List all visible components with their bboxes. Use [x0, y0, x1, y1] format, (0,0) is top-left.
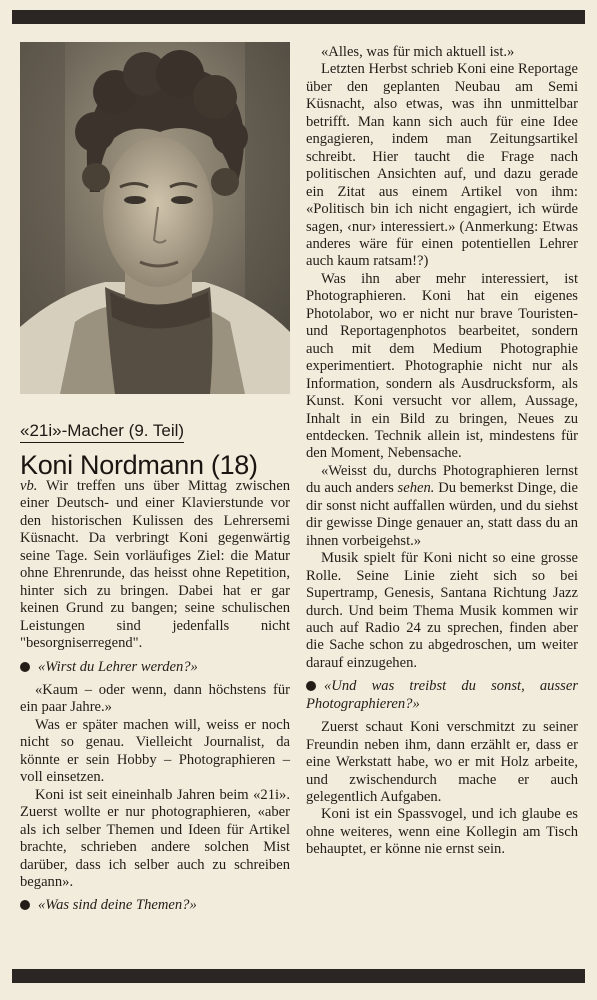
right-paragraph-5: Zuerst schaut Koni verschmitzt zu seiner Freundin neben ihm, dann erzählt er, dass er eine Werkstatt habe, wo er mit Holz arbeite, und zwischendurch mache er auch gelegentlich Aufgaben. — [306, 719, 578, 806]
top-rule — [12, 10, 585, 24]
question-3-text: «Und was treibst du sonst, ausser Photographieren?» — [306, 678, 578, 712]
right-paragraph-3-start: «Weisst du, durchs Photographieren lernst du auch anders — [306, 462, 578, 497]
bottom-rule — [12, 969, 585, 983]
right-paragraph-6: Koni ist ein Spassvogel, und ich glaube es ohne weiteres, wenn eine Kollegin am Tisch behauptet, er könne nie ernst sein. — [306, 806, 578, 858]
answer-2: «Alles, was für mich aktuell ist.» — [321, 44, 515, 60]
bullet-icon — [20, 662, 30, 672]
left-paragraph-2: Was er später machen will, weiss er noch nicht so genau. Vielleicht Journalist, da könnte er sein Hobby – Photographieren – voll einsetzen. — [20, 716, 290, 786]
left-column — [20, 478, 290, 921]
question-2-text: «Was sind deine Themen?» — [38, 897, 197, 914]
left-paragraph-3: Koni ist seit eineinhalb Jahren beim «21i». Zuerst wollte er nur photographieren, «aber als ich selber Themen und Ideen für Artikel brachte, schrieben andere solchen Mist darüber, dass ich selber auch zu schreiben begann». — [20, 786, 290, 890]
author-initials: vb. — [20, 478, 38, 494]
emphasis-sehen: sehen. — [397, 480, 435, 497]
bullet-icon — [306, 681, 316, 691]
intro-paragraph — [20, 478, 290, 653]
portrait-photo — [20, 42, 290, 394]
intro-text: Wir treffen uns über Mittag zwischen einer Deutsch- und einer Klavierstunde vor den historischen Kulissen des Lehrersemi Küsnacht. Da verbringt Koni gegenwärtig seine Tage. Sein vorläufiges Ziel: die Matur ohne Ehrenrunde, das heisst ohne Repetition, hinter sich zu bringen. Dabei hat er gar keinen Grund zu bangen; seine schulischen Leistungen sind jedenfalls nicht "besorgniserregend". — [20, 478, 290, 652]
question-2 — [20, 897, 290, 914]
answer-1: «Kaum – oder wenn, dann höchstens für ein paar Jahre.» — [20, 681, 290, 716]
question-3 — [306, 678, 578, 713]
right-paragraph-1: Letzten Herbst schrieb Koni eine Reportage über den geplanten Neubau am Semi Küsnacht, also etwas, was ihn unmittelbar betrifft. Man kann sich auch für eine Idee engagieren, indem man Zeitungsartikel schreibt. Hier taucht die Frage nach politischen Ansichten auf, und dazu gerade ein Zitat aus einem Artikel von ihm: «Politisch bin ich nicht engagiert, ich würde sagen, ‹nur› interessiert.» (Anmerkung: Etwas anderes wäre für einen potentiellen Lehrer auch kaum ratsam!?) — [306, 61, 578, 270]
article-headline: Koni Nordmann (18) — [20, 450, 258, 480]
right-paragraph-3-end: Du bemerkst Dinge, die dir sonst nicht auffallen würden, und du siehst dir gewisse Dinge genauer an, statt dass du an ihnen vorbeigehst.» — [306, 480, 578, 549]
bullet-icon — [20, 900, 30, 910]
right-paragraph-3 — [306, 463, 578, 550]
question-1 — [20, 659, 290, 676]
right-paragraph-4: Musik spielt für Koni nicht so eine grosse Rolle. Seine Linie zieht sich so bei Supertramp, Genesis, Santana Richtung Jazz durch. Und beim Thema Musik kommen wir auch auf Radio 24 zu sprechen, finden aber die Sache schon zu abgedroschen, um weiter darauf einzugehen. — [306, 550, 578, 671]
right-paragraph-2: Was ihn aber mehr interessiert, ist Photographieren. Koni hat ein eigenes Photolabor, wo er nicht nur brave Touristen- und Reportagenphotos bearbeitet, sondern auch mit dem Medium Photographie experimentiert. Photographie nicht nur als Information, sondern als Ausdrucksform, als Kunst. Koni versucht vor allem, Aussage, Inhalt in ein Bild zu bringen, Neues zu entdecken. Technik allein ist, mindestens für den Moment, Nebensache. — [306, 270, 578, 462]
question-1-text: «Wirst du Lehrer werden?» — [38, 658, 198, 675]
series-kicker: «21i»-Macher (9. Teil) — [20, 421, 184, 443]
right-column — [306, 44, 578, 859]
